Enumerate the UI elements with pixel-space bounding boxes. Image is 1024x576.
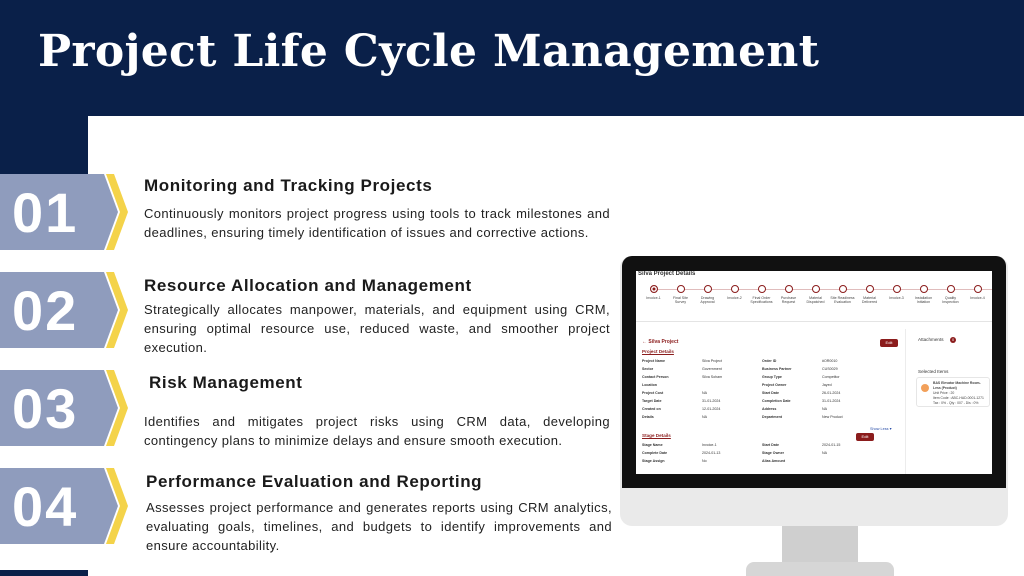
footer-corner-strip	[0, 570, 88, 576]
detail-value: Jayed	[822, 383, 832, 387]
screen-page-title: Silva Project Details	[638, 271, 696, 277]
selected-item-price: Unit Price : 20	[933, 391, 955, 395]
stage-dot-icon	[947, 285, 955, 293]
detail-value: NA	[702, 391, 707, 395]
step-4-heading: Performance Evaluation and Reporting	[146, 472, 483, 491]
stage-details-heading: Stage Details	[642, 433, 671, 438]
detail-value: NA	[822, 407, 827, 411]
detail-key: Start Date	[762, 443, 779, 447]
detail-value: No	[702, 459, 707, 463]
page-title: Project Life Cycle Management	[38, 26, 820, 77]
detail-key: Complete Date	[642, 451, 668, 455]
detail-value: 31-01-2024	[702, 399, 721, 403]
stage-step[interactable]	[775, 285, 802, 304]
step-3-chevron	[0, 368, 130, 448]
detail-key: Created on	[642, 407, 661, 411]
stage-step[interactable]	[856, 285, 883, 304]
detail-key: Start Date	[762, 391, 779, 395]
detail-value: Invoice-1	[702, 443, 717, 447]
stage-timeline	[640, 283, 992, 313]
stage-step[interactable]	[829, 285, 856, 304]
monitor-stand-base	[746, 562, 894, 576]
step-4-description: Assesses project performance and generates reports using CRM analytics, evaluating goals, timelines, and budgets to identify improvements and ensure accountability.	[146, 500, 612, 553]
detail-value: Silva Project	[702, 359, 722, 363]
detail-key: Group Type	[762, 375, 782, 379]
stage-label: Final Order Specifications	[750, 296, 773, 304]
detail-value: 2024-01-13	[702, 451, 721, 455]
stage-label: Invoice-2	[727, 296, 742, 300]
step-1-description: Continuously monitors project progress using tools to track milestones and deadlines, ensuring timely identification of issues and corrective actions.	[144, 206, 610, 240]
detail-value: Competitor	[822, 375, 840, 379]
stage-label: Site Readiness Evaluation	[830, 296, 855, 304]
step-3-description: Identifies and mitigates project risks using CRM data, developing contingency plans to minimize delays and ensure smooth execution.	[144, 414, 610, 448]
step-1-heading: Monitoring and Tracking Projects	[144, 176, 433, 195]
detail-key: Completion Date	[762, 399, 791, 403]
detail-value: #OR0010	[822, 359, 838, 363]
stage-step[interactable]	[667, 285, 694, 304]
step-4-chevron	[0, 466, 130, 546]
step-number: 01	[12, 181, 79, 244]
detail-key: Alias Amount	[762, 459, 786, 463]
detail-key: Target Date	[642, 399, 662, 403]
detail-key: Address	[762, 407, 777, 411]
attachments-count-badge: 0	[951, 338, 955, 342]
detail-key: Sector	[642, 367, 654, 371]
selected-item-code: Item Code : ABC-HAD-0001-1271	[933, 396, 984, 400]
step-number: 04	[12, 475, 79, 538]
detail-key: Stage Name	[642, 443, 663, 447]
selected-item-name-2: Less (Product)	[933, 386, 957, 390]
stage-step[interactable]	[640, 285, 667, 300]
stage-label: Material Dispatched	[806, 296, 825, 304]
back-link[interactable]: ← Silva Project	[642, 339, 679, 345]
detail-value: Government	[702, 367, 722, 371]
stage-dot-icon	[731, 285, 739, 293]
stage-dot-icon	[650, 285, 658, 293]
selected-item-name: BAS Elevator Machine Room-	[933, 381, 981, 385]
detail-value: 26-01-2024	[822, 391, 841, 395]
stage-label: Invoice-4	[970, 296, 985, 300]
stage-label: Quality Inspection	[942, 296, 959, 304]
detail-value: 2024-01-15	[822, 443, 841, 447]
detail-value: Silva Soham	[702, 375, 723, 379]
detail-key: Stage Owner	[762, 451, 784, 455]
detail-value: NA	[702, 415, 707, 419]
detail-key: Details	[642, 415, 654, 419]
step-3-heading: Risk Management	[149, 373, 303, 392]
stage-step[interactable]	[883, 285, 910, 300]
selected-item-card[interactable]	[916, 377, 990, 407]
stage-step[interactable]	[721, 285, 748, 300]
product-icon	[921, 384, 929, 392]
step-1-chevron	[0, 172, 130, 252]
show-less-link[interactable]: Show Less ▾	[870, 427, 892, 431]
stage-dot-icon	[839, 285, 847, 293]
stage-step[interactable]	[910, 285, 937, 304]
step-2-chevron	[0, 270, 130, 350]
stage-dot-icon	[974, 285, 982, 293]
stage-step[interactable]	[694, 285, 721, 304]
detail-key: Department	[762, 415, 782, 419]
step-2-description: Strategically allocates manpower, materials, and equipment using CRM, ensuring optimal resource use, reduced waste, and smoother project execution.	[144, 302, 610, 355]
detail-key: Project Name	[642, 359, 665, 363]
detail-key: Project Cost	[642, 391, 664, 395]
selected-items-label: Selected Items	[918, 369, 949, 374]
detail-value: 31-01-2024	[822, 399, 841, 403]
detail-value: New Product	[822, 415, 843, 419]
stage-step[interactable]	[964, 285, 991, 300]
stage-label: Material Delivered	[861, 296, 878, 304]
stage-dot-icon	[677, 285, 685, 293]
selected-item-tax: Tax : 0% - Qty : 007 - Dis : 0%	[933, 401, 979, 405]
stage-label: Invoice-3	[889, 296, 904, 300]
project-details-heading: Project Details	[642, 349, 674, 354]
side-panel	[912, 329, 992, 474]
step-number: 03	[12, 377, 79, 440]
stage-step[interactable]	[802, 285, 829, 304]
stage-label: Installation Initiation	[914, 296, 933, 304]
detail-key: Business Partner	[762, 367, 792, 371]
monitor-screen	[636, 271, 992, 474]
stage-dot-icon	[866, 285, 874, 293]
edit-project-button[interactable]: Edit	[880, 339, 898, 347]
header-corner-band	[0, 116, 88, 176]
stage-label: Drawing Approval	[700, 296, 715, 304]
detail-value: NA	[822, 451, 827, 455]
stage-dot-icon	[785, 285, 793, 293]
detail-value: CUS0029	[822, 367, 838, 371]
stage-dot-icon	[893, 285, 901, 293]
stage-label: Final Site Survey	[673, 296, 688, 304]
step-2-heading: Resource Allocation and Management	[144, 276, 472, 295]
project-details-panel	[638, 329, 906, 474]
stage-dot-icon	[758, 285, 766, 293]
detail-key: Order ID	[762, 359, 777, 363]
edit-stage-button[interactable]: Edit	[856, 433, 874, 441]
monitor-stand-neck	[782, 526, 858, 564]
stage-step[interactable]	[937, 285, 964, 304]
stage-dot-icon	[704, 285, 712, 293]
stage-step[interactable]	[748, 285, 775, 304]
screen-divider	[636, 321, 992, 322]
detail-key: Contact Person	[642, 375, 669, 379]
detail-key: Location	[642, 383, 657, 387]
step-number: 02	[12, 279, 79, 342]
stage-label: Purchase Request	[780, 296, 797, 304]
stage-dot-icon	[920, 285, 928, 293]
attachments-label[interactable]: Attachments	[918, 337, 944, 342]
detail-value: 12-01-2024	[702, 407, 721, 411]
detail-key: Project Owner	[762, 383, 787, 387]
detail-key: Stage Assign	[642, 459, 665, 463]
stage-label: Invoice-1	[646, 296, 661, 300]
stage-dot-icon	[812, 285, 820, 293]
